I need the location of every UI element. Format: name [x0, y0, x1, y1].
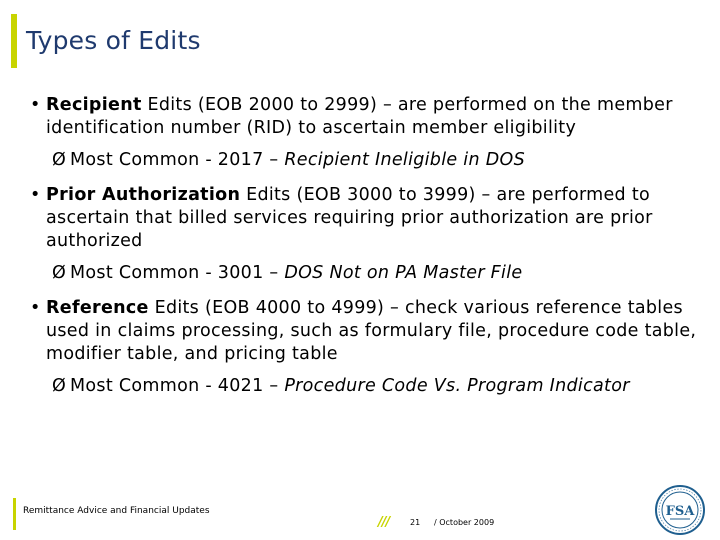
- sub-bullet-prior-authorization: [30, 262, 700, 285]
- footer-accent-bar: [13, 498, 16, 530]
- page-number: 21: [410, 518, 421, 527]
- arrow-bullet-icon: Ø: [52, 263, 67, 283]
- bullet-dot: •: [30, 95, 41, 115]
- seal-text: FSA: [665, 504, 695, 519]
- slide-title: Types of Edits: [26, 26, 201, 55]
- sub-prefix: Most Common - 4021 –: [70, 376, 285, 396]
- bullet-prior-authorization: [30, 184, 700, 253]
- sub-italic: DOS Not on PA Master File: [284, 263, 523, 283]
- arrow-bullet-icon: Ø: [52, 376, 67, 396]
- sub-italic: Procedure Code Vs. Program Indicator: [284, 376, 630, 396]
- bullet-bold-term: Reference: [46, 298, 149, 318]
- bullet-bold-term: Recipient: [46, 95, 142, 115]
- sub-bullet-reference: [30, 375, 700, 398]
- slide-content: [30, 94, 700, 398]
- sub-prefix: Most Common - 3001 –: [70, 263, 285, 283]
- bullet-dot: •: [30, 185, 41, 205]
- sub-italic: Recipient Ineligible in DOS: [284, 150, 525, 170]
- footer-date: / October 2009: [434, 518, 495, 527]
- footer-slashes: ///: [378, 515, 390, 530]
- bullet-bold-term: Prior Authorization: [46, 185, 241, 205]
- bullet-text: Edits (EOB 3000 to 3999) – are performed to ascertain that billed services requiring prior authorization are prior authorized: [46, 185, 653, 251]
- bullet-dot: •: [30, 298, 41, 318]
- sub-bullet-recipient: [30, 149, 700, 172]
- bullet-text: Edits (EOB 4000 to 4999) – check various reference tables used in claims processing, such as formulary file, procedure code table, modifier table, and pricing table: [46, 298, 697, 364]
- sub-prefix: Most Common - 2017 –: [70, 150, 285, 170]
- bullet-recipient: [30, 94, 700, 140]
- bullet-reference: [30, 297, 700, 366]
- arrow-bullet-icon: Ø: [52, 150, 67, 170]
- title-accent-bar: [11, 14, 17, 68]
- footer-presentation-title: Remittance Advice and Financial Updates: [23, 506, 210, 516]
- bullet-text: Edits (EOB 2000 to 2999) – are performed on the member identification number (RID) to ascertain member eligibility: [46, 95, 673, 138]
- fsa-seal-logo-icon: [654, 484, 706, 536]
